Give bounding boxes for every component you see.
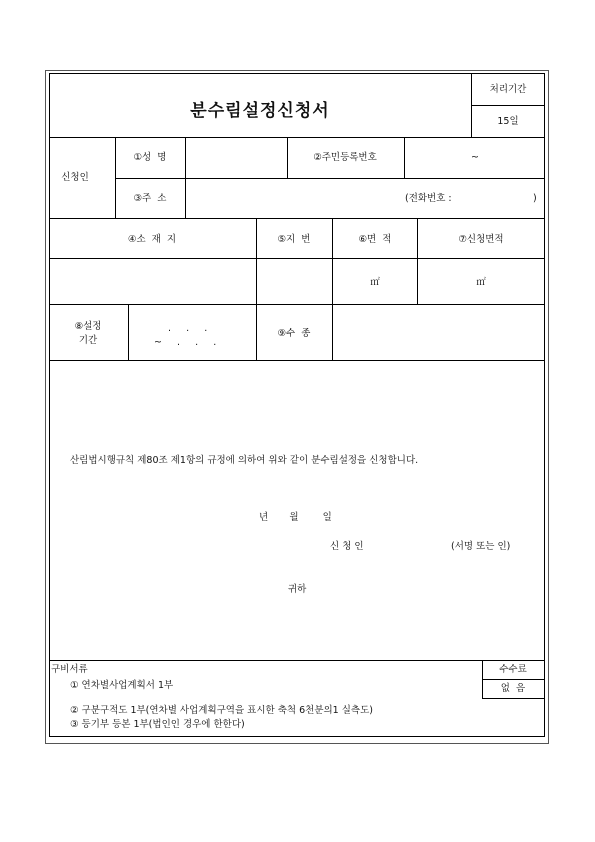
phone-label: (전화번호 :	[405, 193, 452, 204]
period-value-divider	[256, 304, 257, 360]
phone-close: )	[533, 193, 537, 204]
sign-note: (서명 또는 인)	[451, 541, 511, 552]
period-label-line1: ⑧설정	[74, 321, 102, 332]
land-bottom-line	[49, 304, 545, 305]
area-label: ⑥면 적	[358, 234, 392, 245]
land-header-line	[49, 258, 545, 259]
location-divider	[256, 218, 257, 304]
period-label-divider	[128, 304, 129, 360]
form-table	[49, 73, 545, 737]
document-item-2: ② 구분구적도 1부(연차별 사업계획구역을 표시한 축척 6천분의1 실측도)	[70, 705, 373, 716]
application-statement: 산림법시행규칙 제80조 제1항의 규정에 의하여 위와 같이 분수림설정을 신청합니다.	[70, 455, 419, 466]
location-label: ④소 재 지	[127, 234, 177, 245]
header-bottom-line	[49, 137, 545, 138]
lot-divider	[332, 218, 333, 304]
name-value-divider	[287, 137, 288, 178]
date-line: 년 월 일	[259, 512, 332, 523]
fee-value: 없 음	[500, 683, 526, 694]
resident-number-label: ②주민등록번호	[313, 152, 377, 163]
area-divider	[417, 218, 418, 304]
recipient-label: 귀하	[288, 584, 307, 595]
period-line2: ~ . . .	[154, 337, 217, 348]
fee-label: 수수료	[499, 664, 527, 675]
document-item-1: ① 연차별사업계획서 1부	[70, 680, 174, 691]
period-label-line2: 기간	[78, 335, 98, 346]
period-bottom-line	[49, 360, 545, 361]
applicant-section-label: 신청인	[61, 172, 89, 183]
form-title: 분수림설정신청서	[190, 101, 330, 121]
applicant-bottom-line	[49, 218, 545, 219]
tree-species-label: ⑨수 종	[277, 328, 311, 339]
requested-area-label: ⑦신청면적	[458, 234, 504, 245]
document-item-3: ③ 등기부 등본 1부(법인인 경우에 한한다)	[70, 719, 245, 730]
applicant-sign-label: 신 청 인	[330, 541, 364, 552]
address-label: ③주 소	[133, 193, 167, 204]
processing-period-label: 처리기간	[489, 84, 527, 95]
documents-label: 구비서류	[51, 664, 88, 675]
period-line1: . . .	[168, 323, 208, 334]
species-label-divider	[332, 304, 333, 360]
fee-box-middle	[482, 679, 545, 680]
resident-number-value: ~	[471, 152, 479, 163]
processing-period-value: 15일	[497, 116, 519, 127]
fee-box-bottom	[482, 698, 545, 699]
resident-label-divider	[404, 137, 405, 178]
area-unit: ㎡	[370, 277, 380, 288]
name-row-bottom	[115, 178, 545, 179]
lot-number-label: ⑤지 번	[277, 234, 311, 245]
footer-top-line	[49, 660, 545, 661]
header-period-divider	[471, 105, 545, 106]
name-label: ①성 명	[133, 152, 167, 163]
requested-area-unit: ㎡	[476, 277, 486, 288]
